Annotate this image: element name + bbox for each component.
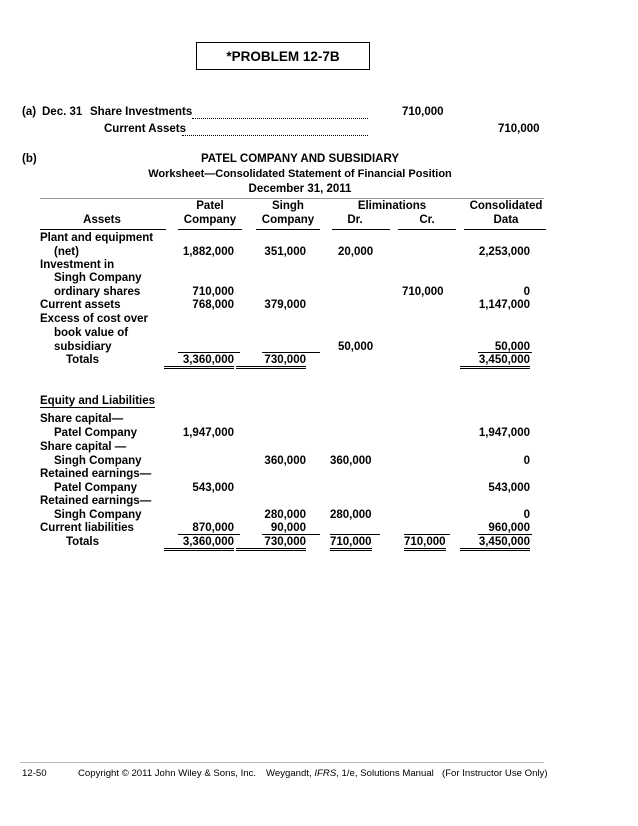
leader-dots [192,118,368,119]
col-assets: Assets [83,214,121,226]
totals-label: Totals [66,536,100,548]
subtotal-rule [404,534,450,535]
subtotal-rule [178,352,240,353]
cell-cr: 710,000 [402,286,444,298]
row-label: book value of [54,327,129,339]
subtotal-rule [478,534,532,535]
manual-ifrs: IFRS [314,768,337,779]
cell-dr: 50,000 [338,341,374,353]
col-dr: Dr. [347,214,363,226]
copyright: Copyright © 2011 John Wiley & Sons, Inc. [78,768,257,779]
row-label: Singh Company [54,272,142,284]
total-cons: 3,450,000 [460,354,530,369]
cell-singh: 90,000 [270,522,306,534]
total-patel: 3,360,000 [164,354,234,369]
subtotal-rule [178,534,240,535]
cell-singh: 360,000 [264,455,306,467]
col-consolidated: Consolidated [469,200,543,212]
footer-rule [20,762,544,763]
cell-cons: 0 [523,455,530,467]
part-a-label: (a) [22,106,37,118]
manual-edition: , 1/e, Solutions Manual [336,768,434,779]
col-eliminations: Eliminations [357,200,427,212]
col-rule [178,229,242,230]
col-rule [332,229,390,230]
col-rule [40,229,166,230]
debit-amount: 710,000 [402,106,444,118]
col-rule [464,229,546,230]
subtotal-rule [262,352,320,353]
cell-patel: 710,000 [192,286,234,298]
cell-cons: 0 [523,286,530,298]
row-label: Plant and equipment [40,232,154,244]
cell-patel: 543,000 [192,482,234,494]
total-dr: 710,000 [330,536,372,551]
worksheet-title: Worksheet—Consolidated Statement of Financial Position [148,168,452,180]
cell-singh: 351,000 [264,246,306,258]
total-singh: 730,000 [236,536,306,551]
cell-cons: 1,147,000 [478,299,530,311]
instructor-use: (For Instructor Use Only) [442,768,548,779]
row-label: Singh Company [54,509,142,521]
row-label: Current assets [40,299,121,311]
total-cr: 710,000 [404,536,446,551]
row-label: Patel Company [54,482,138,494]
col-rule [256,229,320,230]
total-singh: 730,000 [236,354,306,369]
total-cons: 3,450,000 [460,536,530,551]
cell-dr: 280,000 [330,509,372,521]
part-b-label: (b) [22,153,37,165]
col-singh: Singh [272,200,304,212]
row-label: ordinary shares [54,286,141,298]
cell-patel: 768,000 [192,299,234,311]
row-label: Retained earnings— [40,495,152,507]
col-cons-2: Data [493,214,519,226]
credit-amount: 710,000 [498,123,540,135]
row-label: (net) [54,246,79,258]
page-number: 12-50 [22,768,47,779]
totals-label: Totals [66,354,100,366]
cell-cons: 543,000 [488,482,530,494]
problem-title: *PROBLEM 12-7B [196,42,370,70]
cell-patel: 1,947,000 [182,427,234,439]
cell-singh: 280,000 [264,509,306,521]
row-label: Patel Company [54,427,138,439]
cell-singh: 379,000 [264,299,306,311]
col-patel-2: Company [183,214,237,226]
manual-author: Weygandt, [266,768,315,779]
subtotal-rule [330,534,380,535]
col-singh-2: Company [261,214,315,226]
entry-date: Dec. 31 [42,106,83,118]
cell-dr: 20,000 [338,246,374,258]
row-label: Share capital— [40,413,124,425]
subtotal-rule [262,534,320,535]
row-label: Singh Company [54,455,142,467]
row-label: Investment in [40,259,115,271]
col-rule [398,229,456,230]
debit-account: Share Investments [90,106,193,118]
leader-dots [182,135,368,136]
row-label: Excess of cost over [40,313,149,325]
total-patel: 3,360,000 [164,536,234,551]
manual-title [266,768,434,779]
credit-account: Current Assets [104,123,187,135]
cell-dr: 360,000 [330,455,372,467]
cell-cons: 960,000 [488,522,530,534]
equity-heading: Equity and Liabilities [40,395,156,407]
row-label: Share capital — [40,441,127,453]
company-name: PATEL COMPANY AND SUBSIDIARY [200,153,400,165]
header-rule [40,198,544,199]
subtotal-rule [478,352,532,353]
cell-cons: 1,947,000 [478,427,530,439]
col-patel: Patel [196,200,224,212]
cell-patel: 870,000 [192,522,234,534]
col-cr: Cr. [419,214,435,226]
row-label: subsidiary [54,341,112,353]
cell-cons: 50,000 [494,341,530,353]
row-label: Current liabilities [40,522,134,534]
cell-patel: 1,882,000 [182,246,234,258]
cell-cons: 2,253,000 [478,246,530,258]
row-label: Retained earnings— [40,468,152,480]
statement-date: December 31, 2011 [248,183,352,195]
cell-cons: 0 [523,509,530,521]
